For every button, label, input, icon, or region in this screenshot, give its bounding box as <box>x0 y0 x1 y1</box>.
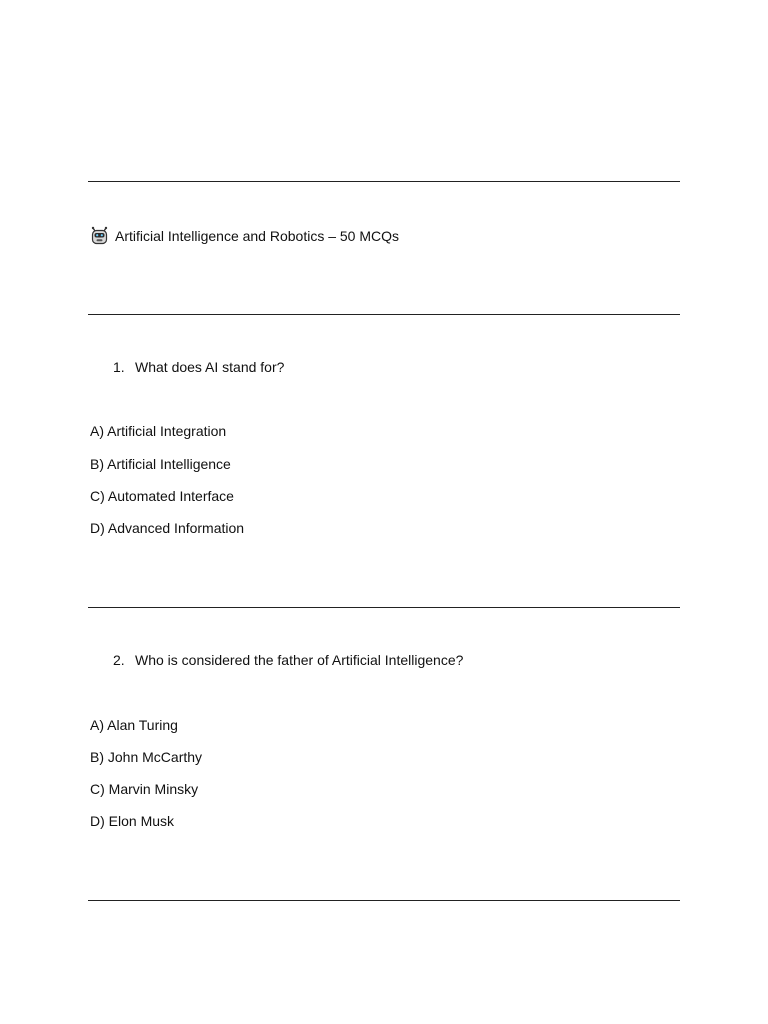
document-title <box>90 226 399 245</box>
question-text: Who is considered the father of Artificial Intelligence? <box>135 652 464 668</box>
answer-option-b: B) Artificial Intelligence <box>90 456 231 472</box>
answer-option-b: B) John McCarthy <box>90 749 203 765</box>
robot-face-icon <box>90 226 109 245</box>
answer-option-c: C) Automated Interface <box>90 488 234 504</box>
question-text: What does AI stand for? <box>135 359 285 375</box>
answer-option-a: A) Artificial Integration <box>90 423 227 439</box>
question-1 <box>113 358 284 376</box>
question-number: 2. <box>113 652 125 668</box>
horizontal-divider <box>88 900 680 901</box>
horizontal-divider <box>88 314 680 315</box>
horizontal-divider <box>88 607 680 608</box>
question-number: 1. <box>113 359 125 375</box>
answer-option-d: D) Elon Musk <box>90 813 175 829</box>
document-title-text: Artificial Intelligence and Robotics – 50 MCQs <box>115 227 400 244</box>
answer-option-c: C) Marvin Minsky <box>90 781 199 797</box>
answer-option-d: D) Advanced Information <box>90 520 245 536</box>
question-2 <box>113 651 463 669</box>
answer-option-a: A) Alan Turing <box>90 717 178 733</box>
horizontal-divider <box>88 181 680 182</box>
